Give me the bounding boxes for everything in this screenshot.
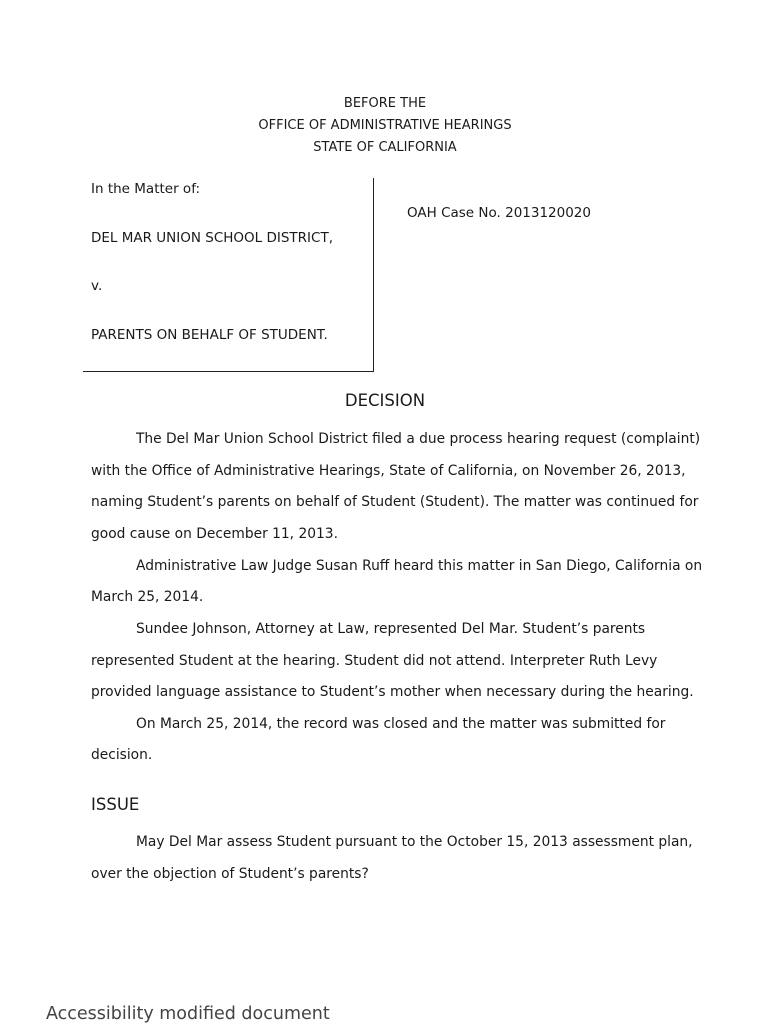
decision-line: naming Student’s parents on behalf of Student (Student). The matter was continued for xyxy=(91,494,699,510)
decision-line: On March 25, 2014, the record was closed and the matter was submitted for xyxy=(136,716,666,732)
case-number: OAH Case No. 2013120020 xyxy=(407,205,591,221)
decision-line: decision. xyxy=(91,747,153,763)
accessibility-footer-note: Accessibility modified document xyxy=(46,1004,330,1024)
header-office: OFFICE OF ADMINISTRATIVE HEARINGS xyxy=(258,118,512,133)
caption-matter-label: In the Matter of: xyxy=(91,181,201,197)
decision-line: provided language assistance to Student’s mother when necessary during the hearing. xyxy=(91,684,694,700)
header-state: STATE OF CALIFORNIA xyxy=(313,140,457,155)
decision-line: represented Student at the hearing. Student did not attend. Interpreter Ruth Levy xyxy=(91,653,658,669)
decision-line: good cause on December 11, 2013. xyxy=(91,526,338,542)
decision-line: with the Office of Administrative Hearings, State of California, on November 26, 2013, xyxy=(91,463,686,479)
issue-line: May Del Mar assess Student pursuant to the October 15, 2013 assessment plan, xyxy=(136,834,693,850)
decision-line: Administrative Law Judge Susan Ruff heard this matter in San Diego, California on xyxy=(136,558,703,574)
decision-heading: DECISION xyxy=(344,391,426,410)
header-before-the: BEFORE THE xyxy=(343,96,427,111)
issue-line: over the objection of Student’s parents? xyxy=(91,866,369,882)
decision-line: Sundee Johnson, Attorney at Law, represented Del Mar. Student’s parents xyxy=(136,621,646,637)
decision-line: The Del Mar Union School District filed a due process hearing request (complaint) xyxy=(136,431,701,447)
issue-heading: ISSUE xyxy=(91,795,140,814)
caption-respondent: PARENTS ON BEHALF OF STUDENT. xyxy=(91,327,328,343)
decision-line: March 25, 2014. xyxy=(91,589,204,605)
caption-versus: v. xyxy=(91,278,103,294)
caption-petitioner: DEL MAR UNION SCHOOL DISTRICT, xyxy=(91,230,333,246)
